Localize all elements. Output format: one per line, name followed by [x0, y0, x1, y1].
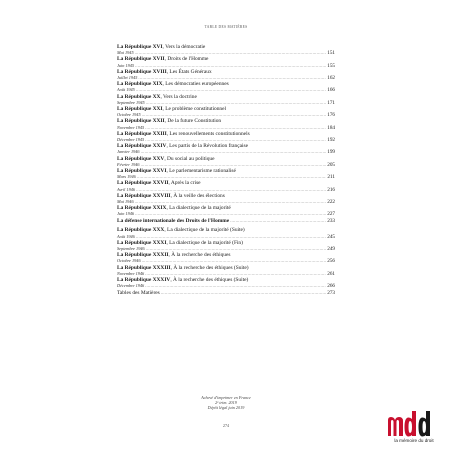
- toc-entry-date: Décembre 1945: [117, 136, 145, 142]
- toc-entry-line: [117, 258, 335, 264]
- toc-entry-subtitle: , Les partis de la Révolution française: [166, 143, 249, 150]
- toc-entry-date: Octobre 1946: [117, 258, 141, 264]
- toc-entry-prefix: La République XXV: [117, 155, 165, 162]
- toc-entry: [117, 106, 335, 118]
- dot-leader: [135, 50, 327, 56]
- colophon-legal-deposit: Dépôt légal juin 2019: [207, 405, 245, 410]
- toc-entry: [117, 81, 335, 93]
- toc-page-number: 205: [327, 161, 335, 168]
- toc-entry-prefix: La République XXVIII: [117, 192, 171, 199]
- toc-entry-line: [117, 218, 335, 224]
- toc-entry-prefix: La défense internationale des Droits de l'Homme: [117, 218, 230, 225]
- toc-entry-line: [117, 187, 335, 193]
- toc-entry-line: [117, 75, 335, 81]
- toc-page-number: 216: [327, 186, 335, 193]
- publisher-logo: [382, 408, 446, 448]
- toc-entry-date: Octobre 1945: [117, 112, 141, 118]
- toc-entry-date: Août 1945: [117, 87, 135, 93]
- toc-entry-subtitle: , À la recherche des éthiques (Suite): [170, 277, 249, 284]
- toc-entry-title: [117, 218, 229, 224]
- toc-page-number: 176: [327, 112, 335, 119]
- toc-entry-date: Septembre 1945: [117, 99, 145, 105]
- toc-entry: [117, 118, 335, 130]
- toc-entry-date: Juin 1945: [117, 62, 135, 68]
- toc-entry-line: [117, 50, 335, 56]
- toc-page-number: 227: [327, 211, 335, 218]
- toc-page-number: 266: [327, 283, 335, 290]
- dot-leader: [141, 149, 327, 155]
- toc-entry-line: [117, 162, 335, 168]
- toc-entry-prefix: La République XXIV: [117, 143, 167, 150]
- toc-entry-subtitle: , Après la crise: [168, 180, 201, 187]
- toc-page-number: 261: [327, 270, 335, 277]
- toc-entry: [117, 69, 335, 81]
- toc-entry-subtitle: , À la recherche des éthiques (Suite): [170, 264, 249, 271]
- toc-entry-date: Février 1946: [117, 161, 140, 167]
- dot-leader: [136, 234, 326, 240]
- dot-leader: [142, 258, 327, 264]
- toc-entry-prefix: La République XXXII: [117, 252, 169, 259]
- toc-entry-line: [117, 149, 335, 155]
- toc-entry-line: [117, 100, 335, 106]
- dot-leader: [161, 290, 326, 296]
- dot-leader: [138, 75, 326, 81]
- toc-entry-subtitle: , Le problème constitutionnel: [162, 105, 227, 112]
- toc-entry: [117, 193, 335, 205]
- page-number: 274: [222, 423, 230, 428]
- toc-entry-date: Mai 1945: [117, 50, 134, 56]
- toc-entry: [117, 143, 335, 155]
- publisher-tagline: la mémoire du droit: [394, 438, 434, 443]
- toc-entry-line: [117, 271, 335, 277]
- toc-entry-prefix: La République XX: [117, 93, 161, 100]
- toc-page-number: 155: [327, 62, 335, 69]
- toc-entry-line: [117, 283, 335, 289]
- dot-leader: [135, 63, 326, 69]
- toc-entry-date: Novembre 1946: [117, 270, 145, 276]
- colophon-printer: Achevé d'imprimer en France: [201, 395, 251, 400]
- toc-page-number: 211: [327, 174, 335, 181]
- dot-leader: [137, 174, 327, 180]
- toc-entry-prefix: La République XXIII: [117, 130, 167, 137]
- toc-entry-subtitle: , Du social au politique: [164, 155, 215, 162]
- toc-entry-prefix: La République XXVI: [117, 167, 167, 174]
- toc-page-number: 192: [327, 136, 335, 143]
- toc-entry-prefix: La République XXIX: [117, 205, 167, 212]
- toc-entry-date: Mai 1946: [117, 198, 134, 204]
- toc-entry-prefix: La République XXI: [117, 105, 163, 112]
- toc-entry-line: [117, 63, 335, 69]
- mdd-logo-mark: [386, 408, 442, 438]
- toc-entry: [117, 94, 335, 106]
- toc-entry-prefix: La République XXXI: [117, 239, 167, 246]
- toc-entry-subtitle: , Vers la démocratie: [162, 44, 206, 50]
- toc-entry: [117, 168, 335, 180]
- toc-page-number: 233: [327, 218, 335, 225]
- toc-entry-subtitle: , La dialectique de la majorité (Fin): [166, 239, 243, 246]
- toc-entry-subtitle: , Le parlementarisme rationalisé: [166, 167, 236, 174]
- toc-entry-line: [117, 211, 335, 217]
- toc-page-number: 256: [327, 258, 335, 265]
- toc-page-number: 222: [327, 198, 335, 205]
- toc-entry-prefix: La République XIX: [117, 81, 163, 88]
- dot-leader: [135, 211, 326, 217]
- toc-page-number: 245: [327, 233, 335, 240]
- running-head: TABLE DES MATIÈRES: [204, 25, 248, 29]
- toc-entry-date: Juillet 1945: [117, 74, 138, 80]
- toc-entry: [117, 180, 335, 192]
- toc-entry-line: [117, 199, 335, 205]
- toc-entry-date: Août 1946: [117, 233, 135, 239]
- toc-entry-date: Juin 1946: [117, 211, 135, 217]
- toc-page-number: 184: [327, 124, 335, 131]
- table-of-contents: [117, 44, 335, 299]
- toc-entry-subtitle: , Les démocraties européennes: [162, 81, 229, 88]
- toc-page-number: 199: [327, 149, 335, 156]
- toc-entry: [117, 44, 335, 56]
- dot-leader: [145, 125, 326, 131]
- dot-leader: [230, 218, 326, 224]
- toc-entry-subtitle: , Vers la doctrine: [160, 93, 197, 100]
- toc-entry-date: Novembre 1945: [117, 124, 145, 130]
- toc-entry-subtitle: , Les États Généraux: [166, 68, 212, 75]
- toc-page-number: 273: [327, 290, 335, 297]
- toc-entry-line: [117, 234, 335, 240]
- dot-leader: [136, 187, 326, 193]
- toc-entry-prefix: La République XXXIII: [117, 264, 171, 271]
- toc-page-number: 171: [327, 99, 335, 106]
- toc-page-number: 151: [327, 50, 335, 57]
- toc-entry-prefix: La République XXII: [117, 118, 165, 125]
- toc-entry-subtitle: , La dialectique de la majorité: [166, 205, 231, 212]
- dot-leader: [135, 199, 327, 205]
- toc-entry-line: [117, 125, 335, 131]
- toc-page-number: 249: [327, 246, 335, 253]
- toc-entry-subtitle: , De la future Constitution: [164, 118, 222, 125]
- toc-entry-date: Décembre 1946: [117, 283, 145, 289]
- toc-entry-line: [117, 174, 335, 180]
- dot-leader: [146, 100, 327, 106]
- toc-page-number: 162: [327, 74, 335, 81]
- toc-entry-prefix: La République XVI: [117, 44, 163, 50]
- toc-entry-subtitle: Tables des Matières: [117, 290, 160, 297]
- toc-entry: [117, 277, 335, 289]
- dot-leader: [136, 87, 326, 93]
- toc-entry: [117, 252, 335, 264]
- toc-entry-subtitle: , Les renouvellements constitutionnels: [166, 130, 250, 137]
- toc-entry-subtitle: , Droits de l'Homme: [164, 56, 209, 63]
- toc-entry: [117, 240, 335, 252]
- toc-entry: [117, 265, 335, 277]
- toc-page-number: 166: [327, 87, 335, 94]
- toc-entry-prefix: La République XXX: [117, 227, 165, 234]
- toc-entry-subtitle: , À la veille des élections: [170, 192, 225, 199]
- toc-entry-prefix: La République XXVII: [117, 180, 169, 187]
- toc-entry-line: [117, 290, 335, 296]
- toc-entry-subtitle: , La dialectique de la majorité (Suite): [164, 227, 245, 234]
- toc-entry-prefix: La République XVIII: [117, 68, 167, 75]
- toc-entry-subtitle: , À la recherche des éthiques: [168, 252, 231, 259]
- toc-entry-prefix: La République XVII: [117, 56, 165, 63]
- dot-leader: [145, 283, 326, 289]
- dot-leader: [141, 162, 327, 168]
- toc-entry-date: Avril 1946: [117, 186, 136, 192]
- toc-entry: [117, 56, 335, 68]
- toc-entry-date: Mars 1946: [117, 174, 136, 180]
- toc-entry: [117, 205, 335, 217]
- toc-entry: [117, 156, 335, 168]
- toc-entry: [117, 131, 335, 143]
- colophon-quarter: 2ᵉ trim. 2019: [215, 400, 237, 405]
- toc-entry-title: [117, 290, 160, 296]
- toc-entry-date: Septembre 1946: [117, 246, 145, 252]
- toc-entry-date: Janvier 1946: [117, 149, 140, 155]
- toc-entry-line: [117, 87, 335, 93]
- toc-entry-prefix: La République XXXIV: [117, 277, 171, 284]
- toc-entry: [117, 290, 335, 299]
- toc-entry: [117, 227, 335, 239]
- dot-leader: [145, 271, 326, 277]
